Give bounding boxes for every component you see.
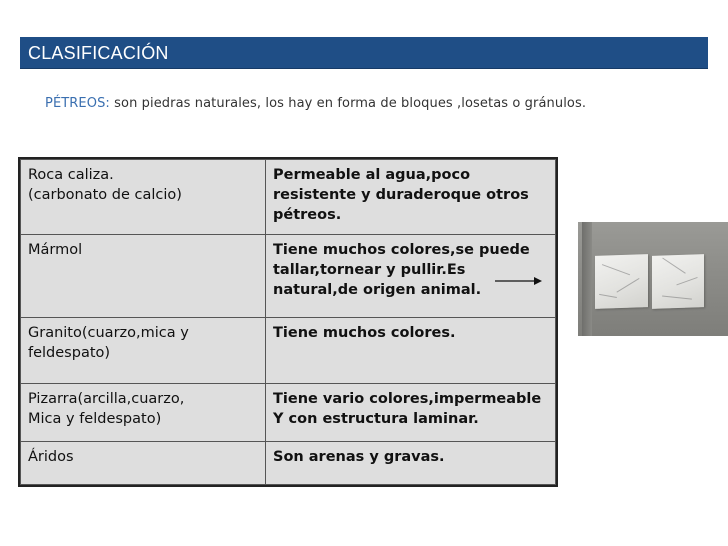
material-description-line: Permeable al agua,poco [273,167,471,183]
marble-slab-left [595,254,648,309]
material-description-cell [266,441,556,484]
material-name-line: feldespato) [28,345,111,362]
material-description-line: Tiene vario colores,impermeable [273,391,542,408]
table-row [21,384,556,442]
material-description-line: Y con estructura laminar. [273,411,479,428]
material-name-line: Roca caliza. [28,167,114,183]
title-bar [20,37,708,69]
materials-table [18,157,558,487]
material-description-line: pétreos. [273,207,342,223]
intro-text: son piedras naturales, los hay en forma de bloques ,losetas o gránulos. [109,96,587,111]
intro-line [45,96,586,111]
material-name-line: Mármol [28,242,83,259]
material-name-line: Mica y feldespato) [28,411,162,428]
table-row [21,441,556,484]
material-name-line: Granito(cuarzo,mica y [28,325,189,342]
table-row [21,318,556,384]
material-description-line: resistente y duraderoque otros [273,187,529,203]
material-name-line: (carbonato de calcio) [28,187,182,203]
material-name-line: Áridos [28,448,74,465]
material-description-cell [266,160,556,235]
intro-term: PÉTREOS: [45,96,110,111]
material-name-cell [21,160,266,235]
material-description-line: natural,de origen animal. [273,282,482,299]
marble-slab-right [652,254,704,309]
material-name-line: Pizarra(arcilla,cuarzo, [28,391,185,408]
material-description-line: tallar,tornear y pullir.Es [273,262,466,279]
marble-slabs-photo [578,222,728,336]
material-name-cell [21,441,266,484]
photo-background-edge [582,222,592,336]
material-description-cell [266,318,556,384]
material-description-line: Tiene muchos colores,se puede [273,242,530,259]
material-name-cell [21,384,266,442]
arrow-right-icon [495,275,543,287]
table-row [21,235,556,318]
material-name-cell [21,235,266,318]
material-description-line: Tiene muchos colores. [273,325,456,342]
material-name-cell [21,318,266,384]
page-title: CLASIFICACIÓN [28,43,169,63]
materials-table-grid [20,159,556,485]
table-row [21,160,556,235]
material-description-cell [266,384,556,442]
material-description-line: Son arenas y gravas. [273,448,445,465]
